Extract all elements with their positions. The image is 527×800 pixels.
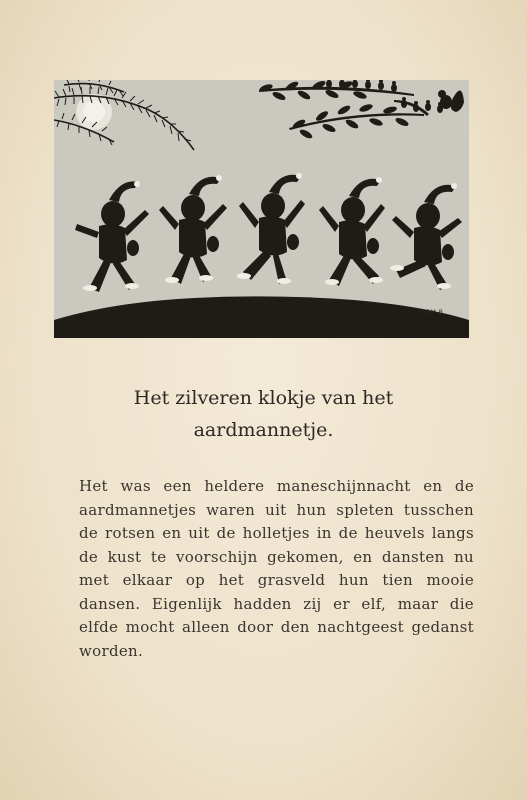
text-line: elfde mocht alleen door den nachtgeest gedanst (79, 618, 474, 636)
fir-needles-icon (55, 80, 191, 145)
chapter-title-line-2: aardmannetje. (193, 419, 334, 441)
text-line: de rotsen en uit de holletjes in de heuvels langs (79, 524, 474, 542)
leafy-branch-icon (258, 80, 429, 140)
grassy-hill (54, 296, 469, 338)
text-line: Het was een heldere maneschijnnacht en de (79, 477, 474, 495)
body-paragraph (79, 475, 474, 663)
chapter-title (0, 382, 527, 446)
artist-signature: BM-B (426, 309, 444, 316)
dancing-gnomes-icon (75, 175, 462, 292)
illustration-drawing (54, 80, 469, 338)
text-line: aardmannetjes waren uit hun spleten tusschen (79, 500, 474, 519)
chapter-title-line-1: Het zilveren klokje van het (133, 387, 394, 409)
text-line: dansen. Eigenlijk hadden zij er elf, maar die (79, 594, 474, 613)
silhouette-illustration (54, 80, 469, 338)
text-line: met elkaar op het grasveld hun tien mooie (79, 571, 474, 589)
fir-branch-icon (54, 84, 194, 150)
text-line: worden. (79, 641, 144, 660)
text-line: de kust te voorschijn gekomen, en dansten nu (79, 547, 474, 566)
